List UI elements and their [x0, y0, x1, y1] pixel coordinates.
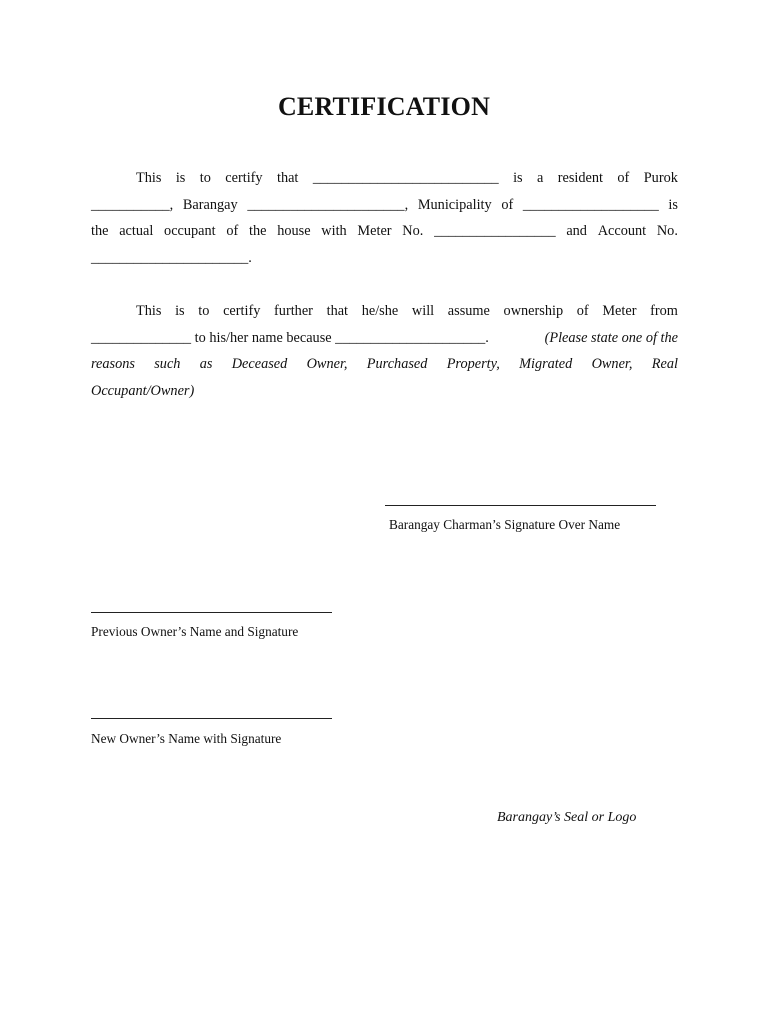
word: to: [199, 170, 211, 186]
word: actual: [119, 223, 154, 239]
word: ownership: [503, 303, 564, 319]
word: is: [175, 170, 186, 186]
word: Deceased: [231, 356, 288, 372]
word: will: [411, 303, 435, 319]
word: of: [226, 223, 239, 239]
word: of: [617, 170, 630, 186]
municipality-blank: ___________________: [522, 196, 659, 213]
word: house: [277, 223, 311, 239]
word: Barangay: [182, 196, 238, 213]
previous-owner-signature-label: Previous Owner’s Name and Signature: [91, 624, 299, 639]
word: and: [566, 223, 587, 239]
word: This: [136, 170, 162, 186]
paragraph1-line4: [91, 245, 678, 272]
account-number-blank: ______________________.: [91, 249, 252, 266]
word: Real: [651, 356, 678, 372]
word: certify: [225, 170, 263, 186]
word: Account: [597, 223, 647, 239]
word: as: [199, 356, 213, 372]
word: he/she: [361, 303, 399, 319]
word: of: [576, 303, 589, 319]
barangay-blank: ______________________,: [247, 196, 409, 213]
word: the: [249, 223, 267, 239]
word: assume: [447, 303, 490, 319]
resident-name-blank: __________________________: [312, 170, 499, 186]
word: is: [175, 303, 185, 319]
paragraph1-line3: [91, 218, 678, 245]
ownership-reason-text: ______________ to his/her name because _____________________.: [91, 329, 493, 346]
paragraph-residency: [91, 165, 678, 271]
word: is: [513, 170, 523, 186]
word: of: [501, 196, 514, 213]
word: that: [276, 170, 299, 186]
barangay-chairman-signature-label: Barangay Charman’s Signature Over Name: [389, 517, 621, 532]
word: a: [537, 170, 544, 186]
paragraph1-line2: [91, 192, 678, 219]
word: Migrated: [519, 356, 573, 372]
paragraph2-line1: [91, 298, 678, 325]
word: Meter: [357, 223, 392, 239]
word: No.: [656, 223, 678, 239]
word: No.: [402, 223, 424, 239]
word: further: [274, 303, 313, 319]
word: Municipality: [417, 196, 492, 213]
new-owner-signature-label: New Owner’s Name with Signature: [91, 731, 282, 746]
word: Occupant/Owner): [91, 382, 195, 399]
paragraph1-line1: [91, 165, 678, 192]
word: resident: [557, 170, 604, 186]
purok-blank: ___________,: [91, 196, 174, 213]
word: This: [136, 303, 162, 319]
word: from: [650, 303, 678, 319]
paragraph2-line2: [91, 325, 678, 352]
word: reasons: [91, 356, 135, 372]
word: Meter: [602, 303, 637, 319]
word: Property,: [446, 356, 500, 372]
paragraph2-line4: [91, 378, 678, 405]
word: to: [198, 303, 210, 319]
document-title: CERTIFICATION: [277, 92, 491, 121]
word: occupant: [164, 223, 216, 239]
paragraph2-line3: [91, 351, 678, 378]
word: that: [326, 303, 349, 319]
paragraph-ownership: [91, 298, 678, 404]
word: Purok: [643, 170, 678, 186]
word: Owner,: [306, 356, 348, 372]
word: with: [321, 223, 347, 239]
word: certify: [223, 303, 261, 319]
previous-owner-signature-line: [91, 612, 332, 613]
word: the: [91, 223, 109, 239]
word: Purchased: [366, 356, 428, 372]
barangay-chairman-signature-line: [385, 505, 656, 506]
word: such: [154, 356, 181, 372]
barangay-seal-placeholder: Barangay’s Seal or Logo: [497, 810, 637, 825]
instruction-note: (Please state one of the: [544, 329, 678, 346]
meter-number-blank: _________________: [434, 223, 556, 239]
word: is: [668, 196, 678, 213]
new-owner-signature-line: [91, 718, 332, 719]
word: Owner,: [591, 356, 633, 372]
